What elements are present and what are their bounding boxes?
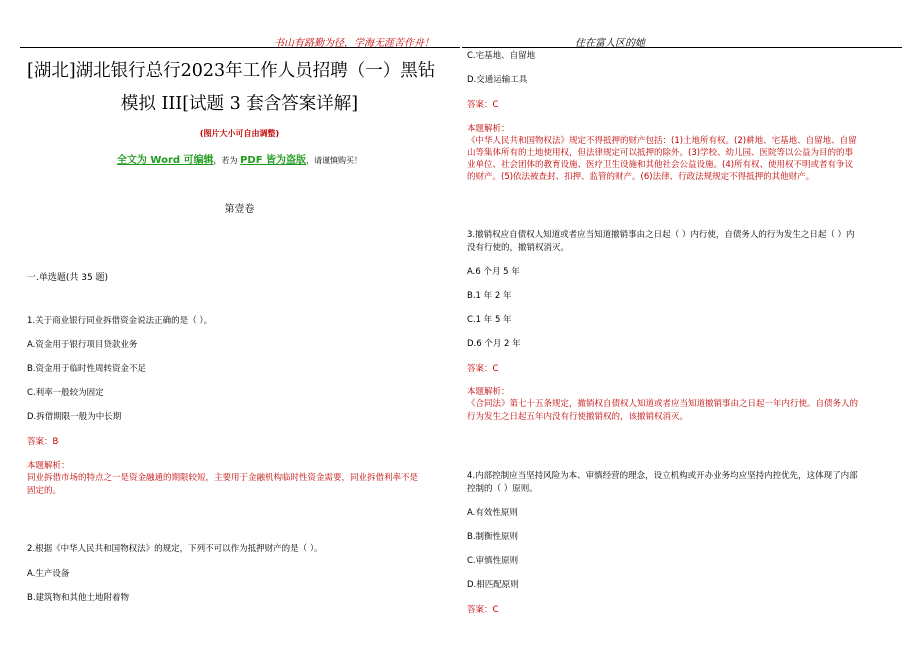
option-b: B.建筑物和其他土地附着物 xyxy=(27,593,130,603)
option-a: A.有效性原则 xyxy=(467,508,518,518)
option-b: B.1 年 2 年 xyxy=(467,291,512,301)
question-stem: 1.关于商业银行同业拆借资金说法正确的是（ ）。 xyxy=(27,316,213,326)
answer-text: 答案：C xyxy=(467,364,499,374)
title-line-1: [湖北]湖北银行总行2023年工作人员招聘（一）黑钻 xyxy=(27,61,436,81)
question-stem-cont: 控制的（ ）原则。 xyxy=(467,484,538,494)
header-rule-right xyxy=(462,47,902,48)
analysis-label: 本题解析： xyxy=(467,124,510,134)
analysis-label: 本题解析： xyxy=(27,461,70,471)
answer-text: 答案：B xyxy=(27,437,59,447)
pdf-warning-text: PDF 皆为盗版 xyxy=(240,155,307,166)
header-motto: 书山有路勤为径，学海无涯苦作舟！ xyxy=(274,38,434,49)
option-b: B.资金用于临时性周转资金不足 xyxy=(27,364,147,374)
option-a: A.资金用于银行项目贷款业务 xyxy=(27,340,138,350)
size-note: (图片大小可自由调整) xyxy=(199,129,280,138)
option-d: D.拆借期限一般为中长期 xyxy=(27,412,122,422)
option-d: D.6 个月 2 年 xyxy=(467,339,521,349)
analysis-label: 本题解析： xyxy=(467,387,510,397)
question-stem: 3.撤销权应自债权人知道或者应当知道撤销事由之日起（ ）内行使，自债务人的行为发生之日起（ ）内 xyxy=(467,230,855,240)
section-heading: 一.单选题(共 35 题) xyxy=(27,273,109,283)
answer-text: 答案：C xyxy=(467,100,499,110)
question-stem: 2.根据《中华人民共和国物权法》的规定，下列不可以作为抵押财产的是（ ）。 xyxy=(27,544,323,554)
analysis-line: 《合同法》第七十五条规定，撤销权自债权人知道或者应当知道撤销事由之日起一年内行使。自债务人的 xyxy=(467,399,859,409)
option-b: B.制衡性原则 xyxy=(467,532,519,542)
option-a: A.6 个月 5 年 xyxy=(467,267,520,277)
option-c: C.1 年 5 年 xyxy=(467,315,512,325)
option-d: D.交通运输工具 xyxy=(467,75,528,85)
analysis-line: 的财产。(5)依法被查封、扣押、监管的财产。(6)法律、行政法规规定不得抵押的其他财产。 xyxy=(467,172,815,182)
question-stem: 4.内部控制应当坚持风险为本、审慎经营的理念，设立机构或开办业务均应坚持内控优先，这体现了内部 xyxy=(467,471,858,481)
analysis-line: 业单位、社会团体的教育设施、医疗卫生设施和其他社会公益设施。(4)所有权、使用权不明或者有争议 xyxy=(467,160,854,170)
option-c: C.宅基地、自留地 xyxy=(467,51,536,61)
answer-text: 答案：C xyxy=(467,605,499,615)
analysis-line: 《中华人民共和国物权法》规定不得抵押的财产包括：(1)土地所有权。(2)耕地、宅基地、自留地、自留 xyxy=(467,136,857,146)
option-d: D.相匹配原则 xyxy=(467,580,519,590)
title-line-2: 模拟 III[试题 3 套含答案详解] xyxy=(120,94,359,114)
option-c: C.利率一般较为固定 xyxy=(27,388,104,398)
edit-notice xyxy=(27,151,452,166)
analysis-line: 固定的。 xyxy=(27,486,62,496)
volume-heading: 第壹卷 xyxy=(224,204,255,215)
header-author: 住在富人区的她 xyxy=(575,38,645,49)
option-a: A.生产设备 xyxy=(27,569,70,579)
header-rule-left xyxy=(20,47,460,48)
notice-mid: ，若为 xyxy=(213,156,241,165)
word-editable-text: 全文为 Word 可编辑 xyxy=(116,155,214,166)
notice-end: ，请谨慎购买！ xyxy=(306,156,363,165)
analysis-line: 山等集体所有的土地使用权，但法律规定可以抵押的除外。(3)学校、幼儿园、医院等以公益为目的的事 xyxy=(467,148,854,158)
analysis-line: 同业拆借市场的特点之一是资金融通的期限较短，主要用于金融机构临时性资金需要，同业拆借利率不是 xyxy=(27,473,419,483)
document-title xyxy=(27,56,452,119)
question-stem-cont: 没有行使的，撤销权消灭。 xyxy=(467,243,570,253)
analysis-line: 行为发生之日起五年内没有行使撤销权的，该撤销权消灭。 xyxy=(467,412,689,422)
option-c: C.审慎性原则 xyxy=(467,556,519,566)
